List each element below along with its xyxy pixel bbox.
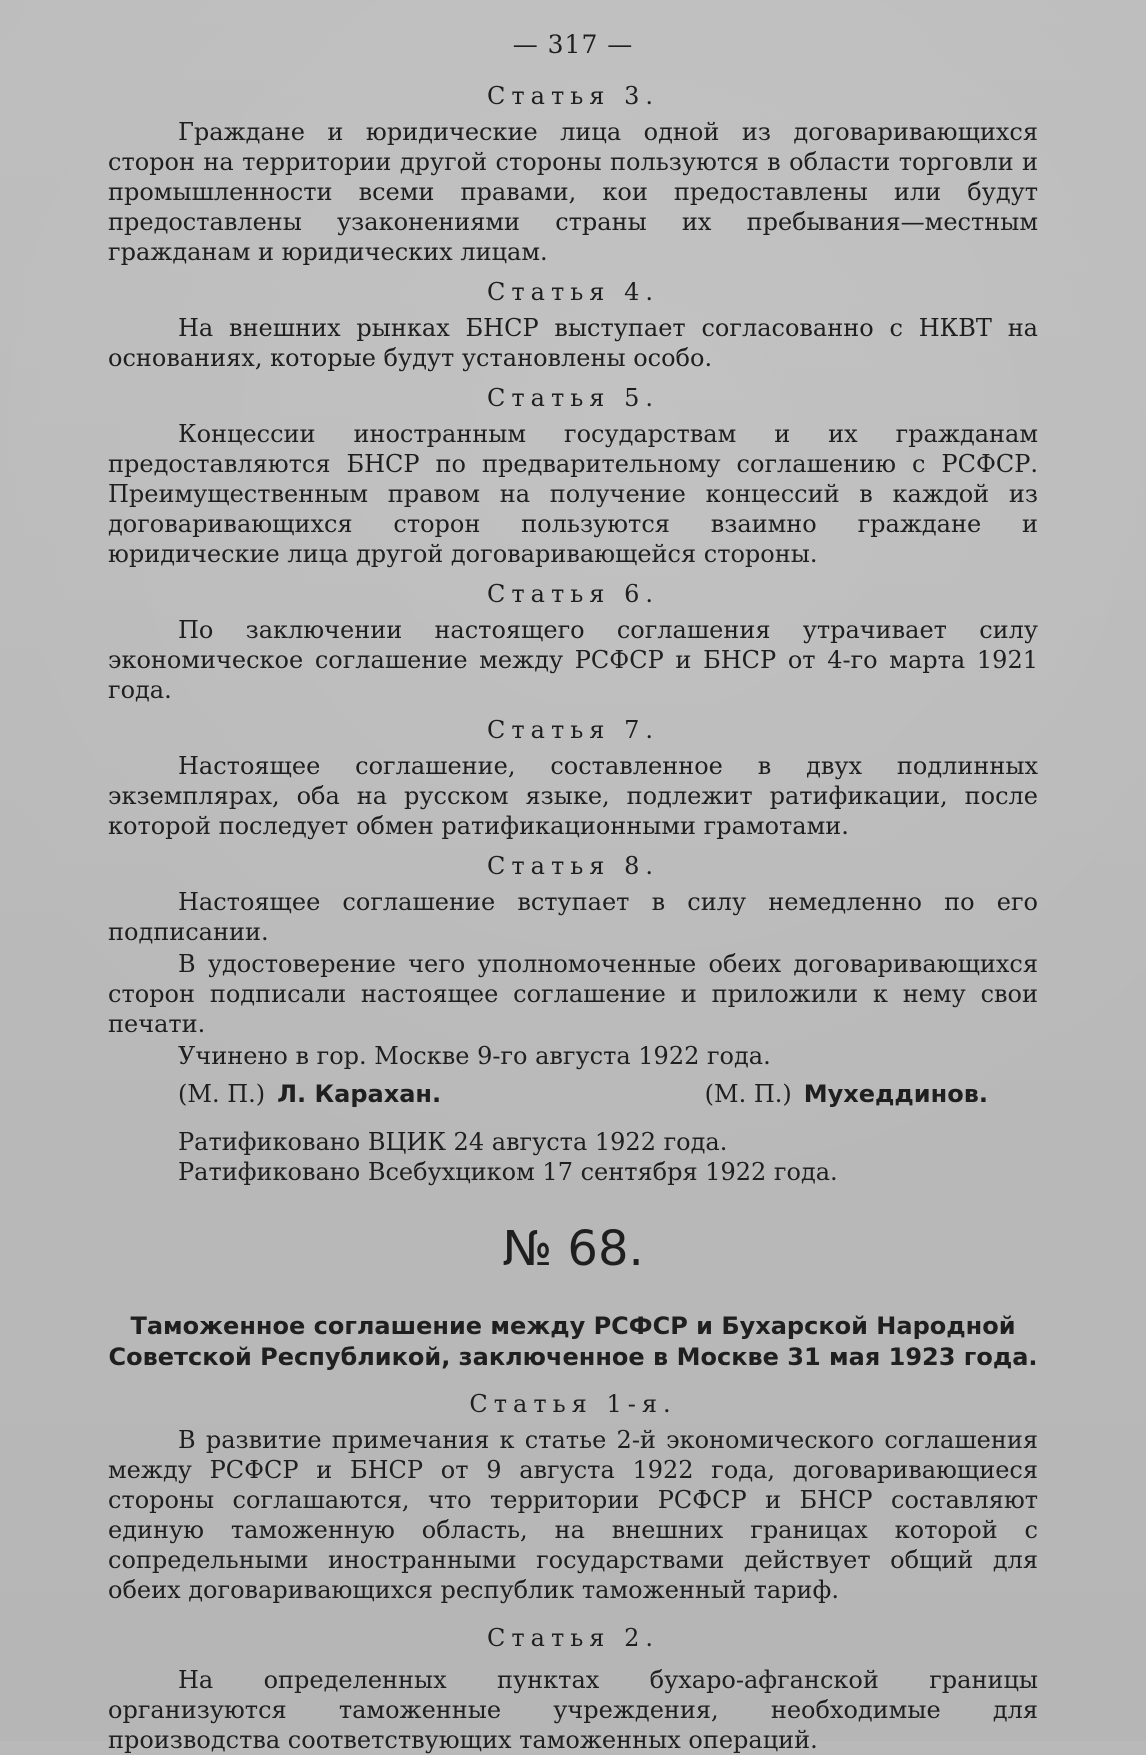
signature-karakhan <box>178 1079 441 1109</box>
ratification-vtsik: Ратификовано ВЦИК 24 августа 1922 года. <box>178 1128 728 1156</box>
article-3-text: Граждане и юридические лица одной из договаривающихся сторон на территории другой стороны пользуются в области торговли и промышленности всеми правами, кои предоставлены или будут предоставлены узаконениями страны их пребывания—местным гражданам и юридических лицам. <box>108 118 1038 266</box>
signatory-name: Мухеддинов. <box>803 1080 988 1108</box>
signatures <box>108 1079 1038 1109</box>
article-2-text: На определенных пунктах бухаро-афганской границы организуются таможенные учреждения, необходимые для производства соответствующих таможенных операций. <box>108 1666 1038 1754</box>
signature-mukheddinov <box>705 1079 988 1109</box>
article-3-heading: Статья 3. <box>487 82 659 110</box>
document-title: Таможенное соглашение между РСФСР и Бухарской Народной Советской Республикой, заключенное в Москве 31 мая 1923 года. <box>108 1312 1038 1371</box>
signatory-name: Л. Карахан. <box>277 1080 442 1108</box>
article-4-text: На внешних рынках БНСР выступает согласованно с НКВТ на основаниях, которые будут установлены особо. <box>108 314 1038 372</box>
article-7-text: Настоящее соглашение, составленное в двух подлинных экземплярах, оба на русском языке, подлежит ратификации, после которой последует обмен ратификационными грамотами. <box>108 752 1038 840</box>
seal-mark: (М. П.) <box>704 1080 792 1108</box>
article-5-heading: Статья 5. <box>487 384 659 412</box>
article-8-text-1: Настоящее соглашение вступает в силу немедленно по его подписании. <box>108 888 1038 946</box>
article-1-text: В развитие примечания к статье 2-й экономического соглашения между РСФСР и БНСР от 9 августа 1922 года, договаривающиеся стороны соглашаются, что территории РСФСР и БНСР составляют единую таможенную область, на внешних границах которой с сопредельными иностранными государствами действует общий для обеих договаривающихся республик таможенный тариф. <box>108 1426 1038 1604</box>
article-6-heading: Статья 6. <box>487 580 659 608</box>
article-6-text: По заключении настоящего соглашения утрачивает силу экономическое соглашение между РСФСР и БНСР от 4-го марта 1921 года. <box>108 616 1038 704</box>
article-5-text: Концессии иностранным государствам и их гражданам предоставляются БНСР по предварительному соглашению с РСФСР. Преимущественным правом на получение концессий в каждой из договаривающихся сторон пользуются взаимно граждане и юридические лица другой договаривающейся стороны. <box>108 420 1038 568</box>
document-number: № 68. <box>502 1221 644 1277</box>
page-number: — 317 — <box>512 30 634 59</box>
seal-mark: (М. П.) <box>178 1080 266 1108</box>
article-8-text-2: В удостоверение чего уполномоченные обеих договаривающихся сторон подписали настоящее соглашение и приложили к нему свои печати. <box>108 950 1038 1038</box>
article-4-heading: Статья 4. <box>487 278 659 306</box>
done-at: Учинено в гор. Москве 9-го августа 1922 года. <box>178 1042 771 1070</box>
article-1-heading: Статья 1-я. <box>469 1390 677 1418</box>
article-8-heading: Статья 8. <box>487 852 659 880</box>
article-7-heading: Статья 7. <box>487 716 659 744</box>
ratification-vsebukhtsik: Ратификовано Всебухциком 17 сентября 1922 года. <box>178 1158 838 1186</box>
article-2-heading: Статья 2. <box>487 1624 659 1652</box>
